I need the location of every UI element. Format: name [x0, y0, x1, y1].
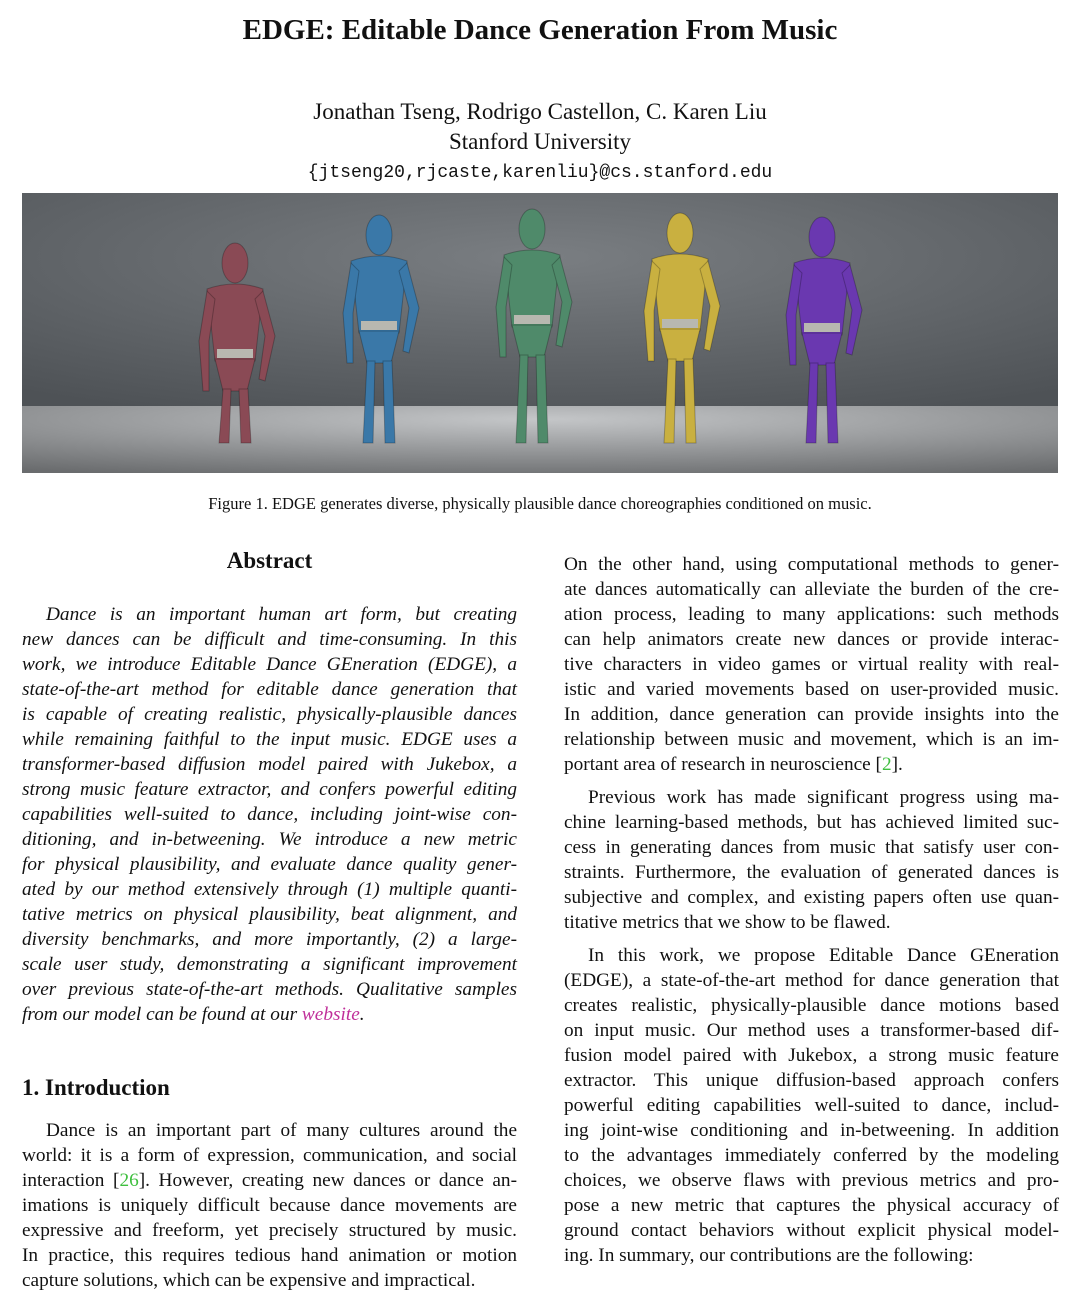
text-run: ing joint-wise conditioning and in-betweening. In addition: [564, 1120, 1059, 1141]
text-run: ]. However, creating new dances or dance an-: [138, 1170, 517, 1191]
text-run: strong music feature extractor, and confers powerful editing: [22, 779, 517, 800]
website-link[interactable]: website: [301, 1004, 360, 1025]
text-line: [564, 1118, 1059, 1143]
text-run: ditioning, and in-betweening. We introduce a new metric: [22, 829, 517, 850]
text-run: In practice, this requires tedious hand animation or motion: [22, 1245, 517, 1266]
text-line: [564, 1043, 1059, 1068]
text-run: istic and varied movements based on user-provided music.: [564, 679, 1059, 700]
text-run: choices, we observe flaws with previous metrics and pro-: [564, 1170, 1059, 1191]
text-run: cess in generating dances from music that satisfy user con-: [564, 837, 1059, 858]
text-line: [22, 727, 517, 752]
text-line: [22, 877, 517, 902]
text-run: capture solutions, which can be expensive and impractical.: [22, 1270, 476, 1291]
text-run: relationship between music and movement, which is an im-: [564, 729, 1059, 750]
text-run: imations is uniquely difficult because dance movements are: [22, 1195, 517, 1216]
text-run: Dance is an important human art form, but creating: [46, 604, 517, 625]
text-line: [22, 627, 517, 652]
text-line: [22, 1218, 517, 1243]
text-run: creates realistic, physically-plausible dance motions based: [564, 995, 1059, 1016]
text-run: On the other hand, using computational methods to gener-: [564, 554, 1059, 575]
text-line: [22, 927, 517, 952]
text-line: [564, 1093, 1059, 1118]
text-line: [22, 1193, 517, 1218]
citation-link[interactable]: 2: [881, 754, 892, 775]
text-run: is capable of creating realistic, physically-plausible dances: [22, 704, 517, 725]
text-line: [564, 943, 1059, 968]
figure-caption: Figure 1. EDGE generates diverse, physically plausible dance choreographies conditioned on music.: [208, 494, 872, 513]
text-line: [22, 652, 517, 677]
text-run: world: it is a form of expression, communication, and social: [22, 1145, 517, 1166]
text-line: [564, 652, 1059, 677]
text-run: (EDGE), a state-of-the-art method for dance generation that: [564, 970, 1059, 991]
text-run: chine learning-based methods, but has achieved limited suc-: [564, 812, 1059, 833]
text-run: can help animators create new dances or provide interac-: [564, 629, 1059, 650]
text-line: [564, 677, 1059, 702]
right-paragraph-2: [564, 785, 1059, 935]
text-line: [564, 1018, 1059, 1043]
text-run: tative metrics on physical plausibility, beat alignment, and: [22, 904, 517, 925]
introduction-heading: 1. Introduction: [22, 1075, 170, 1100]
text-run: titative metrics that we show to be flawed.: [564, 912, 891, 933]
text-line: [564, 727, 1059, 752]
text-run: .: [359, 1004, 365, 1025]
text-line: [564, 993, 1059, 1018]
right-paragraph-3: [564, 943, 1059, 1268]
text-line: [22, 1268, 517, 1293]
text-line: [564, 860, 1059, 885]
text-run: interaction [: [22, 1170, 120, 1191]
text-run: from our model can be found at our: [22, 1004, 302, 1025]
author-emails: {jtseng20,rjcaste,karenliu}@cs.stanford.edu: [307, 163, 773, 183]
text-line: [564, 885, 1059, 910]
citation-link[interactable]: 26: [119, 1170, 139, 1191]
text-run: ing. In summary, our contributions are the following:: [564, 1245, 974, 1266]
text-run: In addition, dance generation can provide insights into the: [564, 704, 1059, 725]
text-run: extractor. This unique diffusion-based approach confers: [564, 1070, 1059, 1091]
text-line: [564, 552, 1059, 577]
text-line: [22, 827, 517, 852]
text-run: ate dances automatically can alleviate the burden of the cre-: [564, 579, 1059, 600]
text-line: [564, 968, 1059, 993]
text-line: [564, 577, 1059, 602]
paper-title: EDGE: Editable Dance Generation From Music: [242, 14, 838, 46]
text-line: [22, 977, 517, 1002]
text-run: while remaining faithful to the input music. EDGE uses a: [22, 729, 517, 750]
text-line: [22, 1168, 517, 1193]
text-run: state-of-the-art method for editable dance generation that: [22, 679, 517, 700]
text-run: straints. Furthermore, the evaluation of generated dances is: [564, 862, 1059, 883]
teaser-figure-dancers: [22, 193, 1058, 473]
text-run: over previous state-of-the-art methods. Qualitative samples: [22, 979, 517, 1000]
introduction-paragraph: [22, 1118, 517, 1293]
text-run: ground contact behaviors without explicit physical model-: [564, 1220, 1059, 1241]
text-run: ].: [891, 754, 903, 775]
text-run: tive characters in video games or virtual reality with real-: [564, 654, 1059, 675]
text-line: [22, 752, 517, 777]
text-line: [22, 1118, 517, 1143]
text-line: [22, 852, 517, 877]
text-line: [22, 602, 517, 627]
text-line: [564, 810, 1059, 835]
text-run: fusion model paired with Jukebox, a strong music feature: [564, 1045, 1059, 1066]
text-line: [564, 1068, 1059, 1093]
text-line: [22, 1243, 517, 1268]
text-line: [564, 835, 1059, 860]
text-run: for physical plausibility, and evaluate dance quality gener-: [22, 854, 517, 875]
text-run: work, we introduce Editable Dance GEneration (EDGE), a: [22, 654, 517, 675]
text-line: [22, 777, 517, 802]
text-run: ation process, leading to many applications: such methods: [564, 604, 1059, 625]
text-line: [564, 785, 1059, 810]
text-line: [564, 1168, 1059, 1193]
text-run: In this work, we propose Editable Dance GEneration: [588, 945, 1059, 966]
text-line: [22, 1002, 517, 1027]
text-run: on input music. Our method uses a transformer-based dif-: [564, 1020, 1059, 1041]
text-run: powerful editing capabilities well-suited to dance, includ-: [564, 1095, 1059, 1116]
text-line: [564, 1243, 1059, 1268]
abstract-body: [22, 602, 517, 1027]
text-line: [564, 1218, 1059, 1243]
text-run: capabilities well-suited to dance, including joint-wise con-: [22, 804, 517, 825]
authors: Jonathan Tseng, Rodrigo Castellon, C. Karen Liu: [313, 99, 767, 124]
text-line: [22, 702, 517, 727]
text-run: expressive and freeform, yet precisely structured by music.: [22, 1220, 517, 1241]
text-run: subjective and complex, and existing papers often use quan-: [564, 887, 1059, 908]
text-run: ated by our method extensively through (1) multiple quanti-: [22, 879, 517, 900]
text-run: transformer-based diffusion model paired with Jukebox, a: [22, 754, 517, 775]
text-run: pose a new metric that captures the physical accuracy of: [564, 1195, 1059, 1216]
text-line: [564, 627, 1059, 652]
text-line: [22, 952, 517, 977]
text-run: scale user study, demonstrating a significant improvement: [22, 954, 517, 975]
text-line: [564, 752, 1059, 777]
affiliation: Stanford University: [448, 129, 632, 154]
text-run: Previous work has made significant progress using ma-: [588, 787, 1059, 808]
right-paragraph-1: [564, 552, 1059, 777]
text-run: diversity benchmarks, and more importantly, (2) a large-: [22, 929, 517, 950]
text-line: [22, 902, 517, 927]
abstract-heading: Abstract: [226, 548, 313, 573]
text-run: to the advantages immediately conferred by the modeling: [564, 1145, 1059, 1166]
text-line: [564, 1193, 1059, 1218]
text-line: [22, 802, 517, 827]
text-line: [564, 602, 1059, 627]
text-line: [22, 1143, 517, 1168]
text-line: [564, 1143, 1059, 1168]
text-line: [22, 677, 517, 702]
text-run: new dances can be difficult and time-consuming. In this: [22, 629, 517, 650]
text-run: Dance is an important part of many cultures around the: [46, 1120, 517, 1141]
text-line: [564, 702, 1059, 727]
text-line: [564, 910, 1059, 935]
text-run: portant area of research in neuroscience [: [564, 754, 882, 775]
